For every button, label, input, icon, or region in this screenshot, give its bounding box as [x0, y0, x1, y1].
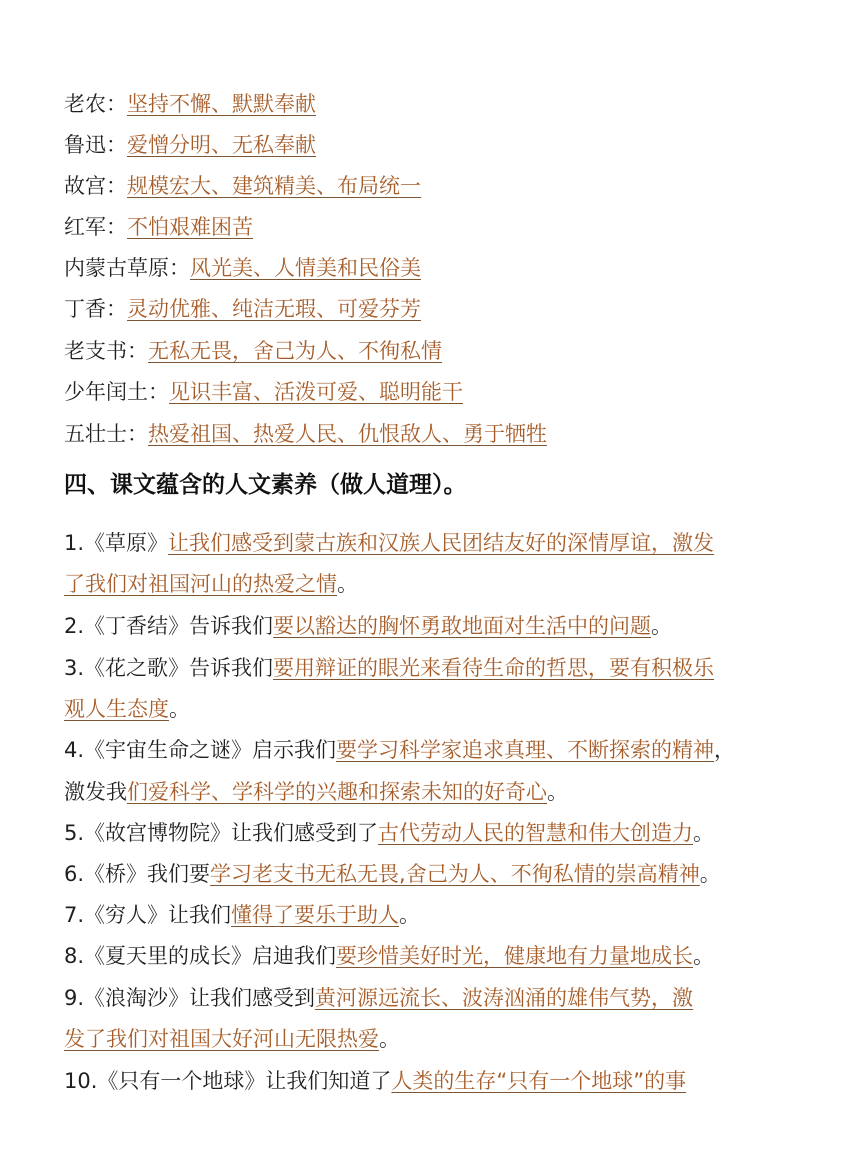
punctuation: 。 [693, 944, 715, 968]
trait-line-run-tu [64, 380, 463, 404]
lesson-title: 6.《桥》我们要 [64, 862, 211, 886]
lesson-title: 2.《丁香结》告诉我们 [64, 614, 274, 638]
lesson-answer: 黄河源远流长、波涛汹涌的雄伟气势，激 [315, 986, 694, 1010]
trait-line-lu-xun [64, 133, 316, 157]
trait-line-cao-yuan [64, 256, 421, 280]
punctuation: 。 [337, 572, 358, 596]
trait-subject: 五壮士： [64, 422, 148, 446]
lesson-answer: 懂得了要乐于助人 [231, 903, 400, 927]
lesson-answer: 要学习科学家追求真理、不断探索的精神 [336, 738, 715, 762]
trait-line-lao-nong [64, 92, 316, 116]
trait-answer: 风光美、人情美和民俗美 [190, 256, 421, 280]
lesson-title: 5.《故宫博物院》让我们感受到了 [64, 821, 379, 845]
lesson-answer: 学习老支书无私无畏,舍己为人、不徇私情的崇高精神 [210, 862, 700, 886]
lesson-answer: 让我们感受到蒙古族和汉族人民团结友好的深情厚谊，激发 [168, 531, 715, 555]
trait-subject: 丁香： [64, 297, 127, 321]
punctuation: ， [714, 738, 736, 762]
trait-line-wu-zhuang-shi [64, 422, 547, 446]
lesson-9-line-2 [64, 1027, 400, 1051]
lesson-title: 3.《花之歌》告诉我们 [64, 656, 274, 680]
lesson-answer: 发了我们对祖国大好河山无限热爱 [64, 1027, 379, 1051]
trait-answer: 热爱祖国、热爱人民、仇恨敌人、勇于牺牲 [148, 422, 547, 446]
section-heading: 四、课文蕴含的人文素养（做人道理）。 [64, 472, 467, 498]
lesson-answer: 要以豁达的胸怀勇敢地面对生活中的问题 [273, 614, 652, 638]
trait-subject: 老农： [64, 92, 127, 116]
lesson-8-line [64, 944, 714, 968]
lesson-4-line-2 [64, 780, 568, 804]
punctuation: 。 [399, 903, 421, 927]
punctuation: 。 [169, 697, 190, 721]
lesson-4-line-1 [64, 738, 735, 762]
trait-subject: 内蒙古草原： [64, 256, 190, 280]
punctuation: 。 [651, 614, 673, 638]
lesson-3-line-1 [64, 656, 714, 680]
trait-answer: 坚持不懈、默默奉献 [127, 92, 316, 116]
lesson-1-line-1 [64, 531, 714, 555]
trait-answer: 灵动优雅、纯洁无瑕、可爱芬芳 [127, 297, 421, 321]
punctuation: 。 [699, 862, 721, 886]
lesson-title: 1.《草原》 [64, 531, 169, 555]
lesson-5-line [64, 821, 714, 845]
lesson-9-line-1 [64, 986, 693, 1010]
lesson-1-line-2 [64, 572, 358, 596]
punctuation: 。 [693, 821, 715, 845]
lesson-7-line [64, 903, 420, 927]
lesson-answer: 要珍惜美好时光，健康地有力量地成长 [336, 944, 694, 968]
trait-answer: 爱憎分明、无私奉献 [127, 133, 316, 157]
lesson-6-line [64, 862, 721, 886]
lesson-3-line-2 [64, 697, 190, 721]
trait-answer: 规模宏大、建筑精美、布局统一 [127, 174, 421, 198]
lesson-answer: 们爱科学、学科学的兴趣和探索未知的好奇心 [127, 780, 547, 804]
trait-line-ding-xiang [64, 297, 421, 321]
trait-answer: 不怕艰难困苦 [127, 215, 253, 239]
trait-line-gu-gong [64, 174, 421, 198]
trait-answer: 见识丰富、活泼可爱、聪明能干 [169, 380, 463, 404]
trait-line-hong-jun [64, 215, 253, 239]
lesson-answer: 观人生态度 [64, 697, 169, 721]
lesson-title: 4.《宇宙生命之谜》启示我们 [64, 738, 337, 762]
lesson-title: 9.《浪淘沙》让我们感受到 [64, 986, 316, 1010]
lesson-title: 7.《穷人》让我们 [64, 903, 232, 927]
trait-line-lao-zhi-shu [64, 339, 442, 363]
trait-answer: 无私无畏，舍己为人、不徇私情 [148, 339, 442, 363]
lesson-answer: 人类的生存“只有一个地球”的事 [391, 1069, 687, 1093]
lesson-answer: 要用辩证的眼光来看待生命的哲思，要有积极乐 [273, 656, 715, 680]
lesson-2-line [64, 614, 672, 638]
punctuation: 。 [379, 1027, 400, 1051]
trait-subject: 鲁迅： [64, 133, 127, 157]
lesson-answer: 了我们对祖国河山的热爱之情 [64, 572, 337, 596]
lesson-title: 8.《夏天里的成长》启迪我们 [64, 944, 337, 968]
punctuation: 。 [547, 780, 568, 804]
trait-subject: 少年闰土： [64, 380, 169, 404]
trait-subject: 红军： [64, 215, 127, 239]
trait-subject: 故宫： [64, 174, 127, 198]
lesson-answer: 古代劳动人民的智慧和伟大创造力 [378, 821, 694, 845]
lesson-10-line [64, 1069, 686, 1093]
trait-subject: 老支书： [64, 339, 148, 363]
lesson-title: 10.《只有一个地球》让我们知道了 [64, 1069, 392, 1093]
lesson-text: 激发我 [64, 780, 127, 804]
